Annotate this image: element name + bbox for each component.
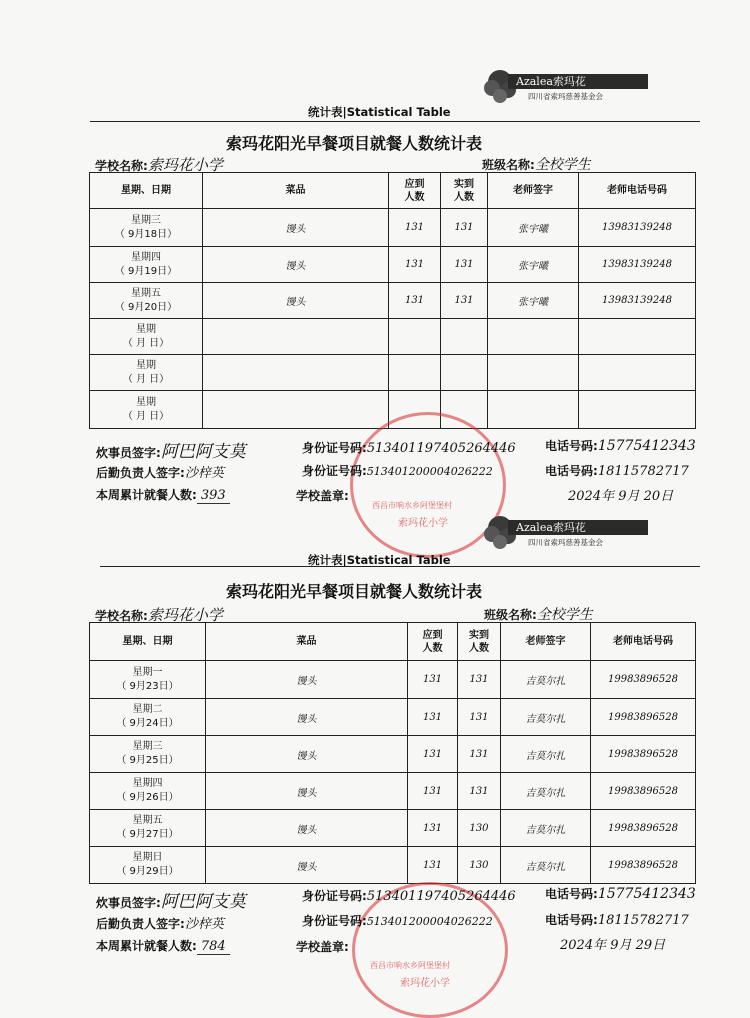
school-name: 学校名称:索玛花小学 [95, 156, 223, 174]
teacher-phone: 19983896528 [591, 810, 696, 847]
table-row [90, 209, 696, 247]
expected: 131 [408, 661, 458, 699]
dish: 馒头 [206, 736, 408, 773]
actual: 131 [441, 209, 488, 247]
stamp-text-school: 索玛花小学 [400, 978, 450, 989]
logo-foundation: 四川省索玛慈善基金会 [528, 538, 603, 547]
col-header-expected: 应到人数 [389, 173, 441, 209]
table-row [90, 773, 696, 810]
meal-table [89, 172, 696, 429]
table-row [90, 736, 696, 773]
dish: 馒头 [203, 247, 389, 283]
date: （ 9月23日） [116, 680, 179, 692]
weekday: 星期三 [132, 741, 163, 752]
table-row [90, 661, 696, 699]
date: （ 9月29日） [116, 866, 179, 877]
expected: 131 [408, 810, 458, 847]
teacher-phone: 13983139248 [579, 247, 696, 283]
actual [441, 355, 488, 391]
weekday: 星期四 [131, 251, 161, 263]
teacher-phone [579, 355, 696, 391]
col-header-phone: 老师电话号码 [591, 623, 696, 661]
weekday: 星期 [136, 323, 156, 335]
col-header-date: 星期、日期 [90, 623, 206, 661]
col-header-actual: 实到人数 [441, 173, 488, 209]
date: （ 9月18日） [114, 228, 178, 240]
actual: 131 [458, 773, 501, 810]
stamp-text: 西昌市响水乡阿堡堡村 [372, 501, 452, 510]
actual: 131 [441, 283, 488, 319]
teacher-phone: 19983896528 [591, 699, 696, 736]
teacher-signature: 张宇曦 [488, 209, 579, 247]
teacher-signature: 张宇曦 [488, 283, 579, 319]
table-row [90, 355, 696, 391]
expected [389, 319, 441, 355]
logistics-phone: 电话号码:18115782717 [545, 464, 689, 479]
dish [203, 355, 389, 391]
table-row [90, 810, 696, 847]
dish: 馒头 [206, 699, 408, 736]
cook-id: 身份证号码:513401197405264446 [302, 889, 516, 904]
date: （ 月 日） [122, 410, 170, 422]
expected: 131 [408, 736, 458, 773]
dish: 馒头 [206, 773, 408, 810]
teacher-phone [579, 391, 696, 429]
col-header-expected: 应到人数 [408, 623, 458, 661]
logistics-id: 身份证号码:513401200004026222 [302, 914, 493, 928]
teacher-phone [579, 319, 696, 355]
teacher-signature: 吉莫尔扎 [501, 736, 591, 773]
teacher-signature [488, 355, 579, 391]
teacher-phone: 13983139248 [579, 209, 696, 247]
date: （ 9月20日） [114, 301, 178, 313]
header-label: 统计表|Statistical Table [308, 105, 451, 119]
col-header-teacher: 老师签字 [488, 173, 579, 209]
cook-id: 身份证号码:513401197405264446 [302, 441, 516, 456]
logistics-phone: 电话号码:18115782717 [545, 913, 689, 928]
actual: 130 [458, 810, 501, 847]
cook-phone: 电话号码:15775412343 [545, 886, 696, 902]
dish: 馒头 [203, 283, 389, 319]
form-title: 索玛花阳光早餐项目就餐人数统计表 [226, 134, 483, 153]
header-rule [90, 121, 700, 122]
weekday: 星期二 [132, 704, 163, 715]
weekday: 星期五 [132, 815, 163, 826]
logistics-id: 身份证号码:513401200004026222 [302, 464, 493, 478]
table-row [90, 699, 696, 736]
table-row [90, 319, 696, 355]
teacher-signature: 吉莫尔扎 [501, 773, 591, 810]
stamp-text: 西昌市响水乡阿堡堡村 [370, 961, 450, 970]
stamp-text-school: 索玛花小学 [398, 518, 448, 529]
date: （ 9月25日） [116, 755, 179, 766]
actual: 130 [458, 847, 501, 884]
weekly-total: 本周累计就餐人数: 393 [96, 486, 230, 504]
dish [203, 319, 389, 355]
table-row [90, 847, 696, 884]
meal-table [89, 622, 696, 884]
actual [441, 319, 488, 355]
dish: 馒头 [203, 209, 389, 247]
expected: 131 [408, 847, 458, 884]
col-header-actual: 实到人数 [458, 623, 501, 661]
teacher-signature: 吉莫尔扎 [501, 847, 591, 884]
weekday: 星期四 [132, 778, 163, 789]
expected [389, 355, 441, 391]
date: （ 9月27日） [116, 829, 179, 840]
teacher-phone: 19983896528 [591, 661, 696, 699]
actual: 131 [458, 699, 501, 736]
school-seal-label: 学校盖章: [296, 940, 349, 954]
date: （ 9月19日） [114, 265, 178, 277]
table-row [90, 283, 696, 319]
teacher-signature [488, 391, 579, 429]
date: （ 9月26日） [116, 792, 179, 803]
teacher-signature: 吉莫尔扎 [501, 699, 591, 736]
actual: 131 [458, 661, 501, 699]
weekday: 星期一 [132, 666, 163, 678]
teacher-phone: 19983896528 [591, 847, 696, 884]
expected: 131 [408, 773, 458, 810]
teacher-phone: 19983896528 [591, 736, 696, 773]
logo-foundation: 四川省索玛慈善基金会 [528, 92, 603, 101]
col-header-date: 星期、日期 [90, 173, 203, 209]
weekday: 星期日 [132, 852, 163, 863]
date: （ 月 日） [122, 373, 170, 385]
col-header-dish: 菜品 [203, 173, 389, 209]
col-header-teacher: 老师签字 [501, 623, 591, 661]
school-name: 学校名称:索玛花小学 [95, 606, 223, 624]
dish: 馒头 [206, 661, 408, 699]
weekday: 星期五 [131, 287, 161, 299]
cook-phone: 电话号码:15775412343 [545, 438, 696, 454]
teacher-signature: 吉莫尔扎 [501, 661, 591, 699]
form-title: 索玛花阳光早餐项目就餐人数统计表 [226, 582, 483, 601]
weekly-total: 本周累计就餐人数: 784 [96, 937, 230, 955]
logo [480, 64, 650, 104]
school-seal-label: 学校盖章: [296, 489, 349, 503]
weekday: 星期三 [131, 214, 161, 226]
date: （ 9月24日） [116, 718, 179, 729]
class-name: 班级名称:全校学生 [482, 157, 591, 173]
col-header-dish: 菜品 [206, 623, 408, 661]
logo-brand: Azalea索玛花 [508, 520, 648, 535]
dish: 馒头 [206, 810, 408, 847]
teacher-phone: 13983139248 [579, 283, 696, 319]
teacher-signature: 张宇曦 [488, 247, 579, 283]
form-date: 2024年 9月 20日 [568, 489, 674, 504]
header-label: 统计表|Statistical Table [308, 553, 451, 567]
logistics-signature: 后勤负责人签字:沙梓英 [96, 917, 224, 932]
dish: 馒头 [206, 847, 408, 884]
form-date: 2024年 9月 29日 [560, 938, 666, 953]
teacher-signature [488, 319, 579, 355]
logistics-signature: 后勤负责人签字:沙梓英 [96, 466, 224, 481]
expected: 131 [389, 283, 441, 319]
col-header-phone: 老师电话号码 [579, 173, 696, 209]
actual: 131 [458, 736, 501, 773]
cook-signature: 炊事员签字:阿巴阿支莫 [96, 892, 246, 912]
logo [480, 510, 650, 550]
date: （ 月 日） [122, 337, 170, 349]
dish [203, 391, 389, 429]
weekday: 星期 [136, 359, 156, 371]
weekday: 星期 [136, 396, 156, 408]
expected: 131 [389, 209, 441, 247]
table-row [90, 247, 696, 283]
teacher-signature: 吉莫尔扎 [501, 810, 591, 847]
expected: 131 [408, 699, 458, 736]
expected: 131 [389, 247, 441, 283]
class-name: 班级名称:全校学生 [484, 607, 593, 623]
logo-brand: Azalea索玛花 [508, 74, 648, 89]
cook-signature: 炊事员签字:阿巴阿支莫 [96, 442, 246, 462]
actual: 131 [441, 247, 488, 283]
teacher-phone: 19983896528 [591, 773, 696, 810]
